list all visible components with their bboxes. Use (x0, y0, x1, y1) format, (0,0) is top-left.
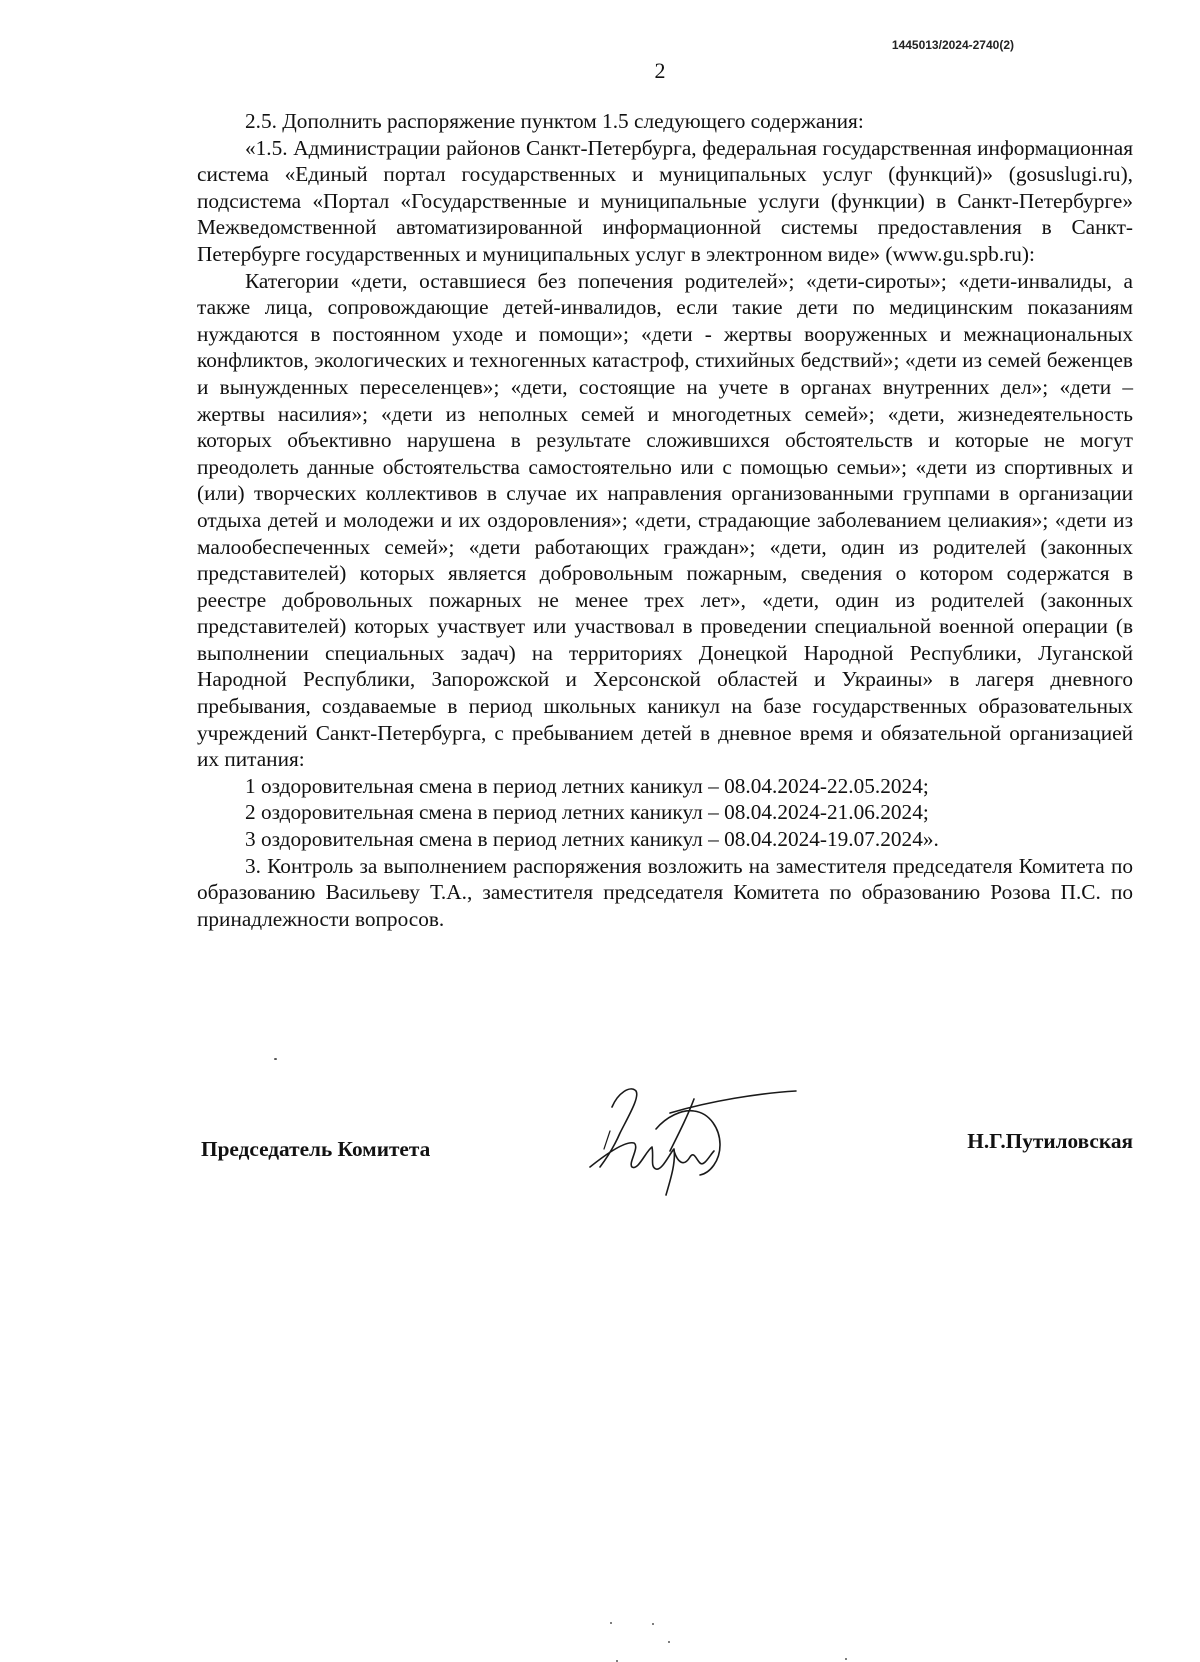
paragraph-2-5: 2.5. Дополнить распоряжение пунктом 1.5 следующего содержания: (245, 109, 864, 133)
document-body (197, 108, 1133, 932)
scan-speck (668, 1641, 670, 1643)
signatory-name: Н.Г.Путиловская (967, 1129, 1133, 1153)
paragraph-3-control: 3. Контроль за выполнением распоряжения возложить на заместителя председателя Комитета по образованию Васильеву Т.А., заместителя председателя Комитета по образованию Розова П.С. по принадлежности вопросов. (197, 853, 1133, 931)
signature-block (197, 1085, 1133, 1205)
scan-speck (845, 1658, 847, 1660)
shift-2-line: 2 оздоровительная смена в период летних каникул – 08.04.2024-21.06.2024; (245, 800, 929, 825)
page-number: 2 (654, 58, 666, 83)
shift-1-line: 1 оздоровительная смена в период летних каникул – 08.04.2024-22.05.2024; (245, 773, 929, 798)
scan-speck (652, 1623, 654, 1625)
document-registration-number: 1445013/2024-2740(2) (891, 38, 1014, 52)
scan-speck (610, 1622, 612, 1624)
handwritten-signature (570, 1071, 800, 1197)
paragraph-categories: Категории «дети, оставшиеся без попечения родителей»; «дети-сироты»; «дети-инвалиды, а также лица, сопровождающие детей-инвалидов, если такие дети по медицинским показаниям нуждаются в постоянном уходе и помощи»; «дети - жертвы вооруженных и межнациональных конфликтов, экологических и техногенных катастроф, стихийных бедствий»; «дети из семей беженцев и вынужденных переселенцев»; «дети, состоящие на учете в органах внутренних дел»; «дети – жертвы насилия»; «дети из неполных семей и многодетных семей»; «дети, жизнедеятельность которых объективно нарушена в результате сложившихся обстоятельств и которые не могут преодолеть данные обстоятельства самостоятельно или с помощью семьи»; «дети из спортивных и (или) творческих коллективов в случае их направления организованными группами в организации отдыха детей и молодежи и их оздоровления»; «дети, страдающие заболеванием целиакия»; «дети из малообеспеченных семей»; «дети работающих граждан»; «дети, один из родителей (законных представителей) которых является добровольным пожарным, сведения о котором содержатся в реестре добровольных пожарных не менее трех лет», «дети, один из родителей (законных представителей) которых участвует или участвовал в проведении специальной военной операции (в выполнении специальных задач) на территориях Донецкой Народной Республики, Луганской Народной Республики, Запорожской и Херсонской областей и Украины» в лагеря дневного пребывания, создаваемые в период школьных каникул на базе государственных образовательных учреждений Санкт-Петербурга, с пребыванием детей в дневное время и обязательной организацией их питания: (197, 268, 1133, 772)
scan-speck (274, 1058, 277, 1060)
signatory-role: Председатель Комитета (201, 1137, 431, 1161)
shift-3-line: 3 оздоровительная смена в период летних каникул – 08.04.2024-19.07.2024». (245, 827, 939, 852)
paragraph-1-5-intro: «1.5. Администрации районов Санкт-Петербурга, федеральная государственная информационная система «Единый портал государственных и муниципальных услуг (функций)» (gosuslugi.ru), подсистема «Портал «Государственные и муниципальные услуги (функции) в Санкт-Петербурге» Межведомственной автоматизированной информационной системы предоставления в Санкт-Петербурге государственных и муниципальных услуг в электронном виде» (www.gu.spb.ru): (197, 135, 1133, 266)
